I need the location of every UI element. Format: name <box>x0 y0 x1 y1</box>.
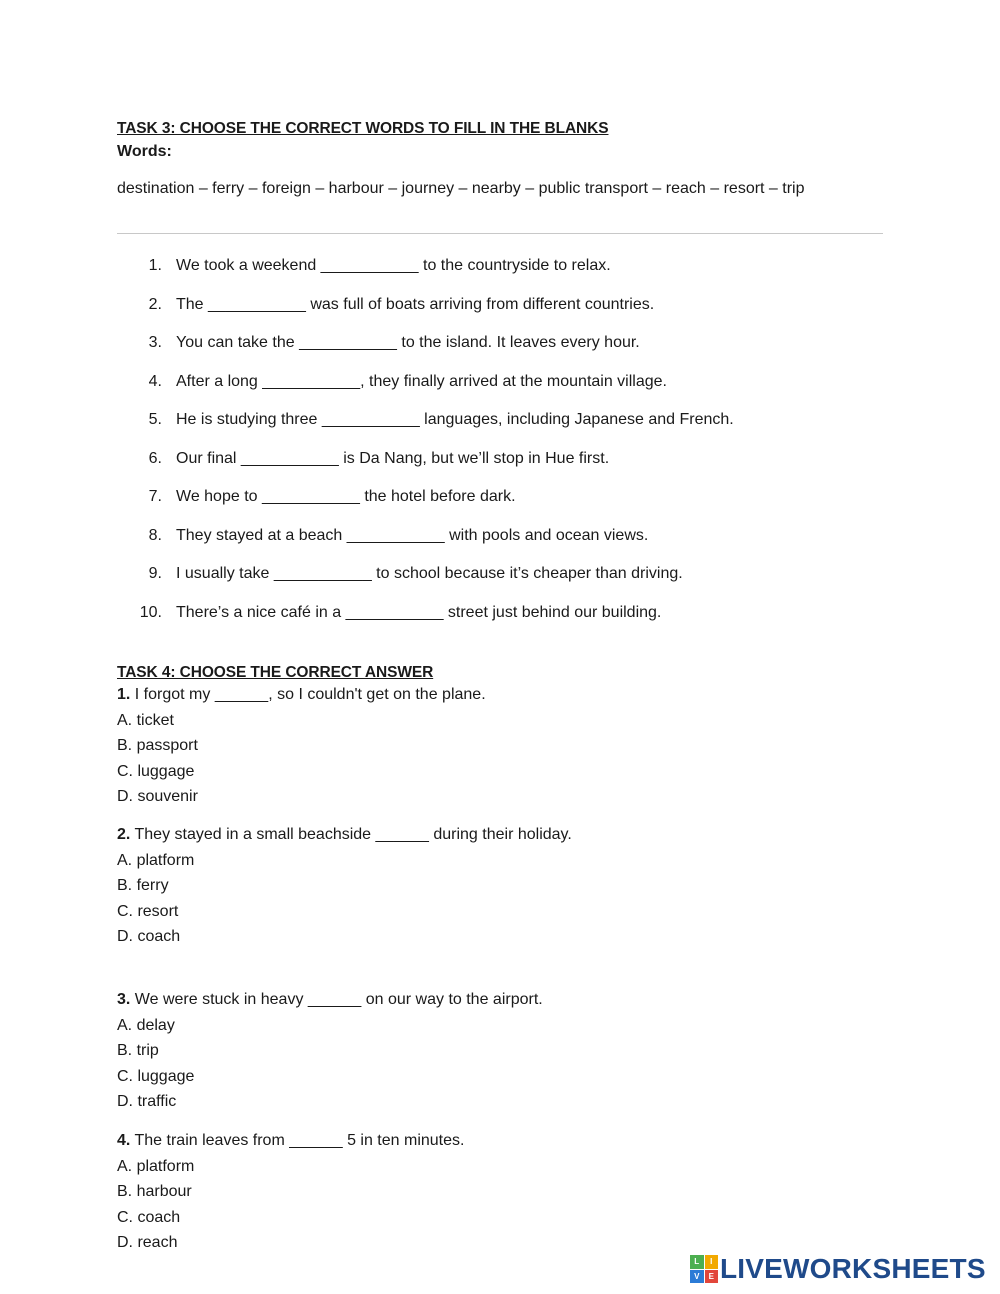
task3-question-text: They stayed at a beach ___________ with pools and ocean views. <box>176 527 649 544</box>
task3-question-number: 7. <box>148 488 162 505</box>
task4-answer-option[interactable]: B. passport <box>117 737 198 754</box>
task3-question-number: 3. <box>148 334 162 351</box>
divider <box>117 233 883 234</box>
liveworksheets-logo <box>690 1253 986 1285</box>
task3-question-text: We hope to ___________ the hotel before dark. <box>176 488 516 505</box>
task4-answer-option[interactable]: D. souvenir <box>117 788 198 805</box>
task3-title: TASK 3: CHOOSE THE CORRECT WORDS TO FILL IN THE BLANKS <box>117 120 609 137</box>
task4-question <box>117 686 486 704</box>
task4-answer-option[interactable]: B. harbour <box>117 1183 192 1200</box>
logo-text: LIVEWORKSHEETS <box>720 1253 986 1284</box>
task3-question-text: Our final ___________ is Da Nang, but we’ll stop in Hue first. <box>176 450 610 467</box>
task4-answer-option[interactable]: A. platform <box>117 852 195 869</box>
logo-icon-letter: L <box>690 1255 704 1269</box>
task3-question-number: 6. <box>148 450 162 467</box>
task4-question-text: We were stuck in heavy ______ on our way to the airport. <box>130 991 543 1008</box>
task4-answer-option[interactable]: B. trip <box>117 1042 159 1059</box>
task3-question-text: After a long ___________, they finally arrived at the mountain village. <box>176 373 667 390</box>
task3-question-number: 2. <box>148 296 162 313</box>
liveworksheets-logo-icon <box>690 1255 718 1283</box>
task4-question-number: 4. <box>117 1132 131 1149</box>
logo-icon-letter: V <box>690 1270 704 1284</box>
task4-answer-option[interactable]: C. luggage <box>117 1068 195 1085</box>
task4-question-number: 2. <box>117 826 131 843</box>
task4-question <box>117 991 543 1009</box>
task3-question-number: 5. <box>148 411 162 428</box>
task4-answer-option[interactable]: C. luggage <box>117 763 195 780</box>
task3-question-number: 4. <box>148 373 162 390</box>
task4-answer-option[interactable]: A. ticket <box>117 712 174 729</box>
task4-answer-option[interactable]: D. reach <box>117 1234 178 1251</box>
task4-question <box>117 826 572 844</box>
task4-answer-option[interactable]: C. coach <box>117 1209 181 1226</box>
task3-question-number: 1. <box>148 257 162 274</box>
task3-question-text: There’s a nice café in a ___________ street just behind our building. <box>176 604 662 621</box>
logo-icon-letter: I <box>705 1255 719 1269</box>
logo-icon-letter: E <box>705 1270 719 1284</box>
task4-question-number: 3. <box>117 991 131 1008</box>
task4-answer-option[interactable]: A. platform <box>117 1158 195 1175</box>
task4-question <box>117 1132 464 1150</box>
task4-answer-option[interactable]: A. delay <box>117 1017 175 1034</box>
task3-question-text: We took a weekend ___________ to the countryside to relax. <box>176 257 611 274</box>
task4-question-text: They stayed in a small beachside ______ during their holiday. <box>130 826 572 843</box>
task3-question-number: 9. <box>148 565 162 582</box>
task3-question-number: 8. <box>148 527 162 544</box>
words-label: Words: <box>117 143 172 160</box>
task4-answer-option[interactable]: B. ferry <box>117 877 169 894</box>
task3-question-number: 10. <box>139 604 162 621</box>
task4-question-text: I forgot my ______, so I couldn't get on the plane. <box>130 686 486 703</box>
task4-title: TASK 4: CHOOSE THE CORRECT ANSWER <box>117 664 434 681</box>
task3-question-text: He is studying three ___________ languages, including Japanese and French. <box>176 411 734 428</box>
task4-answer-option[interactable]: C. resort <box>117 903 179 920</box>
word-bank: destination – ferry – foreign – harbour – journey – nearby – public transport – reach – resort – trip <box>117 180 805 197</box>
task3-question-text: I usually take ___________ to school because it’s cheaper than driving. <box>176 565 683 582</box>
task3-question-text: The ___________ was full of boats arriving from different countries. <box>176 296 655 313</box>
task3-question-text: You can take the ___________ to the island. It leaves every hour. <box>176 334 640 351</box>
task4-question-number: 1. <box>117 686 131 703</box>
task4-answer-option[interactable]: D. traffic <box>117 1093 177 1110</box>
task4-answer-option[interactable]: D. coach <box>117 928 181 945</box>
task4-question-text: The train leaves from ______ 5 in ten minutes. <box>130 1132 465 1149</box>
